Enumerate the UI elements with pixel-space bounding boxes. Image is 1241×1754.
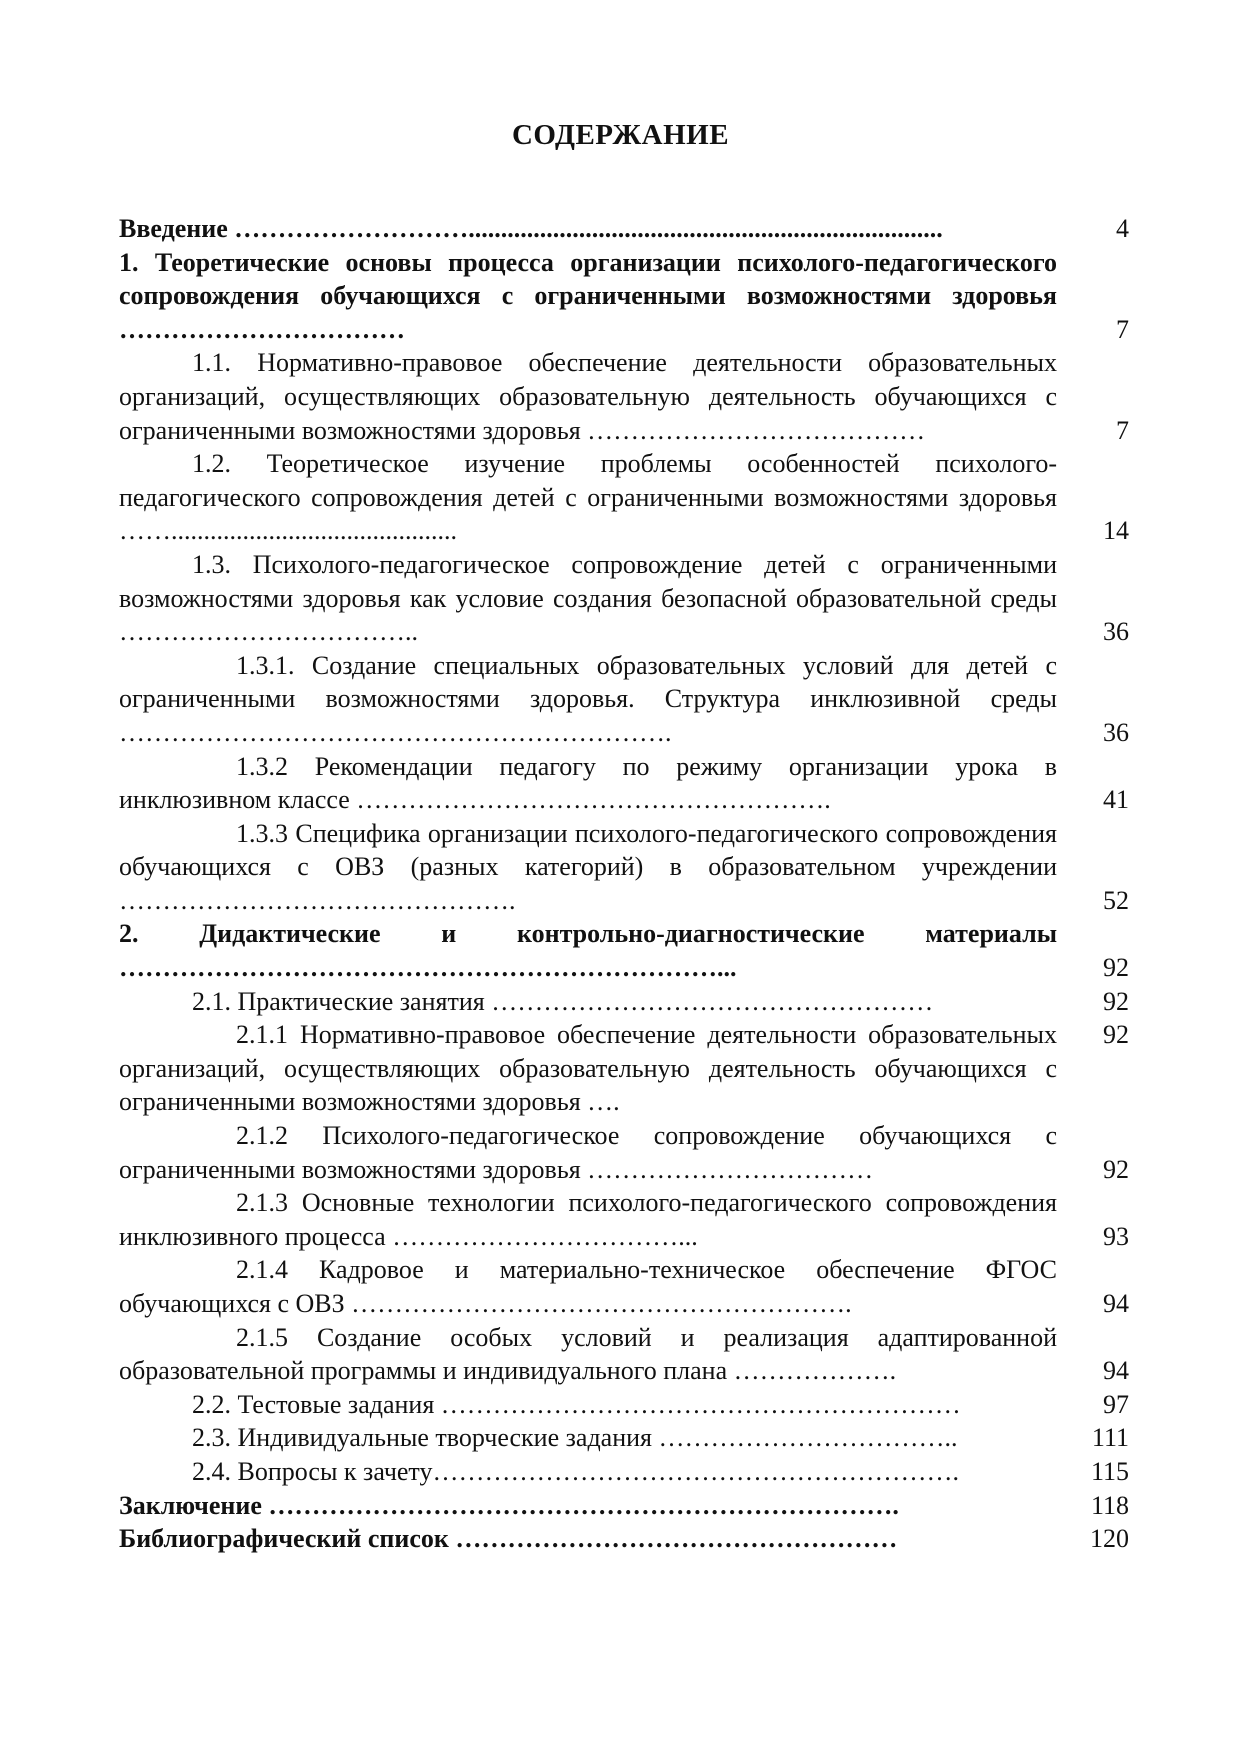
toc-entry-title: 1.3.2 Рекомендации педагогу по режиму организации урока в инклюзивном классе ……………………………………………….	[119, 751, 1057, 815]
toc-entry-page-number: 97	[1103, 1389, 1129, 1419]
toc-entry	[119, 1119, 1129, 1186]
toc-entry	[119, 817, 1129, 918]
toc-entry-title: 2.4. Вопросы к зачету…………………………………………………….	[192, 1456, 959, 1486]
toc-entry-page-number: 92	[1103, 953, 1129, 983]
toc-entry	[119, 1522, 1129, 1556]
toc-entry	[119, 1489, 1129, 1523]
toc-entry-title: 2.1. Практические занятия ……………………………………………	[192, 986, 934, 1016]
toc-entry	[119, 649, 1129, 750]
toc-entry-page-number: 14	[1103, 516, 1129, 546]
toc-entry	[119, 346, 1129, 447]
toc-entry-page-number: 52	[1103, 885, 1129, 915]
toc-entry-title: 2.1.3 Основные технологии психолого-педагогического сопровождения инклюзивного процесса ……………………………...	[119, 1188, 1057, 1251]
toc-entry-title: 2.1.5 Создание особых условий и реализация адаптированной образовательной программы и индивидуального плана ……………….	[119, 1322, 1057, 1386]
toc-entry-title: 2.3. Индивидуальные творческие задания ……………………………..	[192, 1423, 958, 1453]
toc-entry-page-number: 36	[1103, 617, 1129, 647]
toc-entry-page-number: 41	[1103, 785, 1129, 815]
toc-entry-title: 2.1.4 Кадровое и материально-техническое обеспечение ФГОС обучающихся с ОВЗ ………………………………………………….	[119, 1255, 1057, 1318]
toc-entry-page-number: 7	[1116, 415, 1129, 445]
toc-entry-page-number: 4	[1116, 214, 1129, 243]
toc-entry-page-number: 7	[1116, 314, 1129, 344]
toc-entry-title: 2.1.2 Психолого-педагогическое сопровождение обучающихся с ограниченными возможностями здоровья ……………………………	[119, 1121, 1057, 1184]
toc-entry-page-number: 111	[1091, 1423, 1129, 1453]
toc-entry-page-number: 92	[1103, 1154, 1129, 1184]
toc-entry-title: 1.1. Нормативно-правовое обеспечение деятельности образовательных организаций, осуществляющих образовательную деятельность обучающихся с ограниченными возможностями здоровья …………………………………	[119, 348, 1057, 445]
toc-entry	[119, 246, 1129, 347]
toc-entry	[119, 548, 1129, 649]
toc-entry	[119, 1421, 1129, 1455]
toc-entry	[119, 1388, 1129, 1422]
toc-entry-title: 1.2. Теоретическое изучение проблемы особенностей психолого-педагогического сопровождения детей с ограниченными возможностями здоровья ……............................................	[119, 449, 1057, 546]
toc-entry-title: Библиографический список ……………………………………………	[119, 1524, 898, 1554]
toc-entry-page-number: 92	[1103, 1020, 1129, 1050]
toc-entry-page-number: 118	[1090, 1490, 1129, 1520]
toc-entry-title: 2. Дидактические и контрольно-диагностические материалы ……………………………………………………………...	[119, 919, 1057, 983]
toc-entry-title: Введение ……………………….........................................................................	[119, 214, 943, 243]
toc-entry	[119, 985, 1129, 1019]
toc-entry-page-number: 94	[1103, 1289, 1129, 1318]
toc-entry-title: 1. Теоретические основы процесса организации психолого-педагогического сопровождения обучающихся с ограниченными возможностями здоровья ……………………………	[119, 247, 1057, 344]
toc-entry	[119, 1455, 1129, 1489]
toc-entry	[119, 447, 1129, 548]
toc-entry	[119, 1253, 1129, 1320]
toc-entry-title: Заключение ……………………………………………………………….	[119, 1490, 899, 1520]
toc-entry-page-number: 92	[1103, 986, 1129, 1016]
toc-entry-title: 1.3.1. Создание специальных образовательных условий для детей с ограниченными возможностями здоровья. Структура инклюзивной среды ……………………………………………………….	[119, 650, 1057, 747]
toc-entry-page-number: 120	[1090, 1524, 1129, 1554]
toc-entry	[119, 1018, 1129, 1119]
toc-entry-page-number: 94	[1103, 1356, 1129, 1386]
table-of-contents	[119, 212, 1129, 1556]
toc-entry	[119, 917, 1129, 984]
toc-entry-title: 1.3. Психолого-педагогическое сопровождение детей с ограниченными возможностями здоровья как условие создания безопасной образовательной среды ……………………………..	[119, 549, 1057, 647]
toc-entry-title: 1.3.3 Специфика организации психолого-педагогического сопровождения обучающихся с ОВЗ (разных категорий) в образовательном учреждении ……………………………………….	[119, 818, 1057, 915]
toc-entry-title: 2.2. Тестовые задания ……………………………………………………	[192, 1389, 961, 1419]
toc-entry	[119, 750, 1129, 817]
toc-entry-page-number: 36	[1103, 717, 1129, 747]
toc-entry	[119, 1321, 1129, 1388]
page-title: СОДЕРЖАНИЕ	[511, 119, 730, 151]
toc-entry-page-number: 115	[1090, 1456, 1129, 1486]
toc-entry-page-number: 93	[1103, 1221, 1129, 1251]
toc-entry-title: 2.1.1 Нормативно-правовое обеспечение деятельности образовательных организаций, осуществляющих образовательную деятельность обучающихся с ограниченными возможностями здоровья ….	[119, 1020, 1057, 1117]
toc-entry	[119, 1186, 1129, 1253]
toc-entry	[119, 212, 1129, 246]
